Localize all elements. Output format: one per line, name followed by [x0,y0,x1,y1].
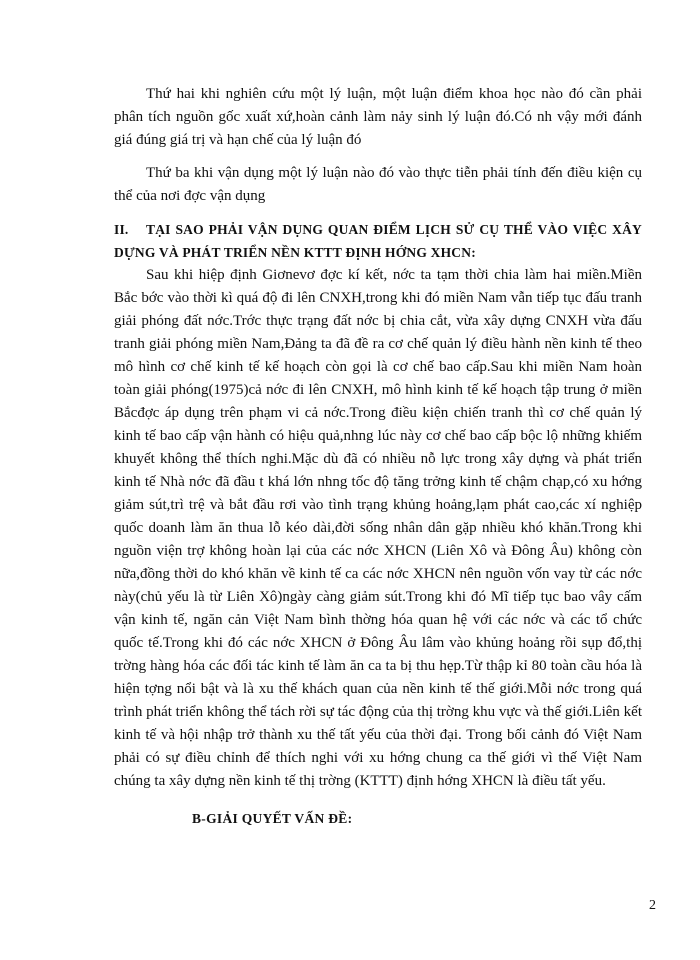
section-title: TẠI SAO PHẢI VẬN DỤNG QUAN ĐIỂM LỊCH SỬ CỤ THỂ VÀO VIỆC XÂY DỰNG VÀ PHÁT TRIỂN NỀN KTTT ĐỊNH HỚNG XHCN: [114,222,642,260]
section-heading [114,218,642,264]
subheading-solution: B-GIẢI QUYẾT VẤN ĐỀ: [192,811,353,826]
page-content [114,83,642,830]
paragraph-second-point: Thứ hai khi nghiên cứu một lý luận, một luận điểm khoa học nào đó cần phải phân tích nguồn gốc xuất xứ,hoàn cảnh làm nảy sinh lý luận đó.Có nh vậy mới đánh giá đúng giá trị và hạn chế của lý luận đó [114,86,642,148]
section-number: II. [114,222,129,237]
paragraph-third-point: Thứ ba khi vận dụng một lý luận nào đó vào thực tiễn phải tính đến điều kiện cụ thể của nơi đợc vận dụng [114,165,642,204]
page-number: 2 [649,898,656,913]
body-paragraph: Sau khi hiệp định Giơnevơ đợc kí kết, nớc ta tạm thời chia làm hai miền.Miền Bắc bớc vào thời kì quá độ đi lên CNXH,trong khi đó miền Nam vẫn tiếp tục đấu tranh giải phóng đất nớc.Trớc thực trạng đất nớc bị chia cắt, vừa xây dựng CNXH vừa đấu tranh giải phóng miền Nam,Đảng ta đã đề ra cơ chế quản lý điều hành nền kinh tế theo mô hình cơ chế kinh tế kế hoạch còn gọi là cơ chế bao cấp.Sau khi miền Nam hoàn toàn giải phóng(1975)cả nớc đi lên CNXH, mô hình kinh tế kế hoạch tập trung ở miền Bắcđợc áp dụng trên phạm vi cả nớc.Trong điều kiện chiến tranh thì cơ chế quản lý kinh tế bao cấp vận hành có hiệu quả,nhng lúc này cơ chế bao cấp bộc lộ những khiếm khuyết không thể thích nghi.Mặc dù đã có nhiều nỗ lực trong xây dựng và phát triển kinh tế Nhà nớc đã đầu t khá lớn nhng tốc độ tăng trởng kinh tế chậm chạp,có xu hớng giảm sút,trì trệ và bắt đầu rơi vào tình trạng khủng hoảng,lạm phát cao,các xí nghiệp quốc doanh làm ăn thua lỗ kéo dài,đời sống nhân dân gặp nhiều khó khăn.Trong khi nguồn viện trợ không hoàn lại của các nớc XHCN (Liên Xô và Đông Âu) không còn nữa,đồng thời do khó khăn về kinh tế ca các nớc XHCN nên nguồn vốn vay từ các nớc này(chủ yếu là từ Liên Xô)ngày càng giảm sút.Trong khi đó Mĩ tiếp tục bao vây cấm vận kinh tế, ngăn cản Việt Nam bình thờng hóa quan hệ với các nớc và các tổ chức quốc tế.Trong khi đó các nớc XHCN ở Đông Âu lâm vào khủng hoảng rồi sụp đổ,thị trờng hàng hóa các đối tác kinh tế làm ăn ca ta bị thu hẹp.Từ thập kỉ 80 toàn cầu hóa là hiện tợng nổi bật và là xu thế khách quan của nền kinh tế thế giới.Mỗi nớc trong quá trình phát triển không thể tách rời sự tác động của thị trờng khu vực và thế giới.Liên kết kinh tế và hội nhập trở thành xu thế tất yếu của thời đại. Trong bối cảnh đó Việt Nam phải có sự điều chỉnh để thích nghi với xu hớng chung ca thế giới vì thế Việt Nam chúng ta xây dựng nền kinh tế thị trờng (KTTT) định hớng XHCN là điều tất yếu. [114,267,642,789]
